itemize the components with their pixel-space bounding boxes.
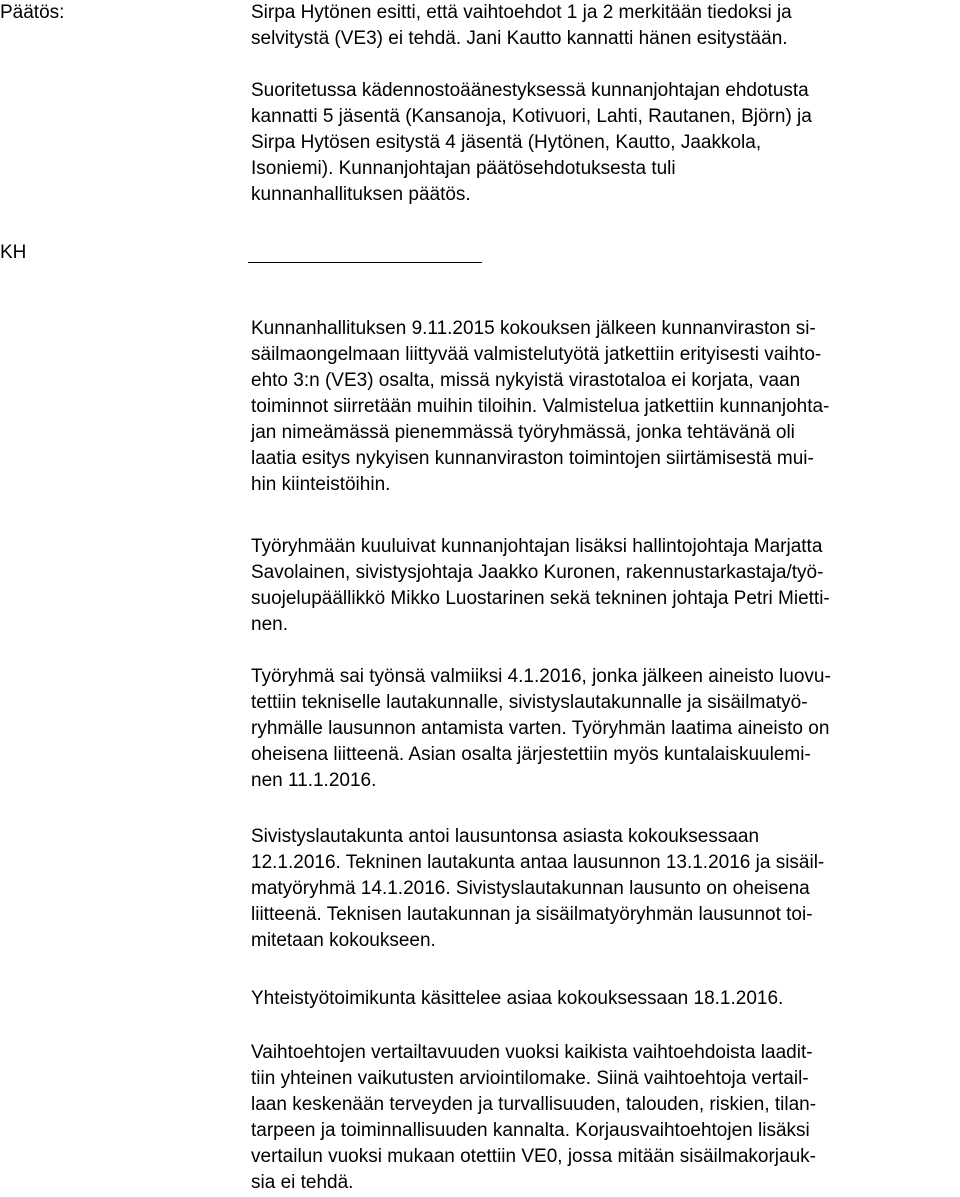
text-line: selvitystä (VE3) ei tehdä. Jani Kautto kannatti hänen esitystään. bbox=[251, 28, 788, 49]
text-line: Työryhmä sai työnsä valmiiksi 4.1.2016, jonka jälkeen aineisto luovu- bbox=[251, 666, 831, 687]
decision-label: Päätös: bbox=[0, 2, 65, 23]
section-divider bbox=[248, 262, 482, 263]
text-line: Isoniemi). Kunnanjohtajan päätösehdotuksesta tuli bbox=[251, 158, 676, 179]
kh-paragraph-1 bbox=[251, 316, 956, 498]
text-line: ryhmälle lausunnon antamista varten. Työryhmän laatima aineisto on bbox=[251, 718, 830, 739]
kh-paragraph-2 bbox=[251, 534, 956, 638]
text-line: Vaihtoehtojen vertailtavuuden vuoksi kaikista vaihtoehdoista laadit- bbox=[251, 1042, 813, 1063]
text-line: Sirpa Hytönen esitti, että vaihtoehdot 1 ja 2 merkitään tiedoksi ja bbox=[251, 2, 792, 23]
text-line: nen 11.1.2016. bbox=[251, 770, 377, 791]
text-line: hin kiinteistöihin. bbox=[251, 474, 391, 495]
text-line: Savolainen, sivistysjohtaja Jaakko Kuronen, rakennustarkastaja/työ- bbox=[251, 562, 824, 583]
kh-paragraph-3 bbox=[251, 664, 956, 794]
text-line: vertailun vuoksi mukaan otettiin VE0, jossa mitään sisäilmakorjauk- bbox=[251, 1146, 816, 1167]
text-line: Kunnanhallituksen 9.11.2015 kokouksen jälkeen kunnanviraston si- bbox=[251, 318, 816, 339]
text-line: mitetaan kokoukseen. bbox=[251, 930, 436, 951]
text-line: matyöryhmä 14.1.2016. Sivistyslautakunnan lausunto on oheisena bbox=[251, 878, 810, 899]
text-line: Yhteistyötoimikunta käsittelee asiaa kokouksessaan 18.1.2016. bbox=[251, 988, 784, 1009]
text-line: ehto 3:n (VE3) osalta, missä nykyistä virastotaloa ei korjata, vaan bbox=[251, 370, 801, 391]
text-line: nen. bbox=[251, 614, 288, 635]
text-line: säilmaongelmaan liittyvää valmistelutyötä jatkettiin erityisesti vaihto- bbox=[251, 344, 822, 365]
text-line: oheisena liitteenä. Asian osalta järjestettiin myös kuntalaiskuulemi- bbox=[251, 744, 811, 765]
kh-paragraph-5 bbox=[251, 986, 956, 1012]
text-line: Suoritetussa kädennostoäänestyksessä kunnanjohtajan ehdotusta bbox=[251, 80, 809, 101]
text-line: laatia esitys nykyisen kunnanviraston toimintojen siirtämisestä mui- bbox=[251, 448, 814, 469]
decision-paragraph-2 bbox=[251, 78, 956, 208]
kh-paragraph-6 bbox=[251, 1040, 956, 1196]
kh-paragraph-4 bbox=[251, 824, 956, 954]
decision-paragraph-1 bbox=[251, 0, 956, 52]
text-line: kannatti 5 jäsentä (Kansanoja, Kotivuori, Lahti, Rautanen, Björn) ja bbox=[251, 106, 812, 127]
text-line: liitteenä. Teknisen lautakunnan ja sisäilmatyöryhmän lausunnot toi- bbox=[251, 904, 813, 925]
text-line: Sivistyslautakunta antoi lausuntonsa asiasta kokouksessaan bbox=[251, 826, 760, 847]
kh-label: KH bbox=[0, 242, 27, 263]
text-line: suojelupäällikkö Mikko Luostarinen sekä tekninen johtaja Petri Mietti- bbox=[251, 588, 830, 609]
text-line: Sirpa Hytösen esitystä 4 jäsentä (Hytönen, Kautto, Jaakkola, bbox=[251, 132, 762, 153]
text-line: tiin yhteinen vaikutusten arviointilomake. Siinä vaihtoehtoja vertail- bbox=[251, 1068, 809, 1089]
text-line: laan keskenään terveyden ja turvallisuuden, talouden, riskien, tilan- bbox=[251, 1094, 817, 1115]
text-line: sia ei tehdä. bbox=[251, 1172, 354, 1193]
text-line: toiminnot siirretään muihin tiloihin. Valmistelua jatkettiin kunnanjohta- bbox=[251, 396, 830, 417]
text-line: jan nimeämässä pienemmässä työryhmässä, jonka tehtävänä oli bbox=[251, 422, 795, 443]
text-line: 12.1.2016. Tekninen lautakunta antaa lausunnon 13.1.2016 ja sisäil- bbox=[251, 852, 825, 873]
text-line: Työryhmään kuuluivat kunnanjohtajan lisäksi hallintojohtaja Marjatta bbox=[251, 536, 823, 557]
text-line: tarpeen ja toiminnallisuuden kannalta. Korjausvaihtoehtojen lisäksi bbox=[251, 1120, 810, 1141]
text-line: tettiin tekniselle lautakunnalle, sivistyslautakunnalle ja sisäilmatyö- bbox=[251, 692, 808, 713]
text-line: kunnanhallituksen päätös. bbox=[251, 184, 471, 205]
